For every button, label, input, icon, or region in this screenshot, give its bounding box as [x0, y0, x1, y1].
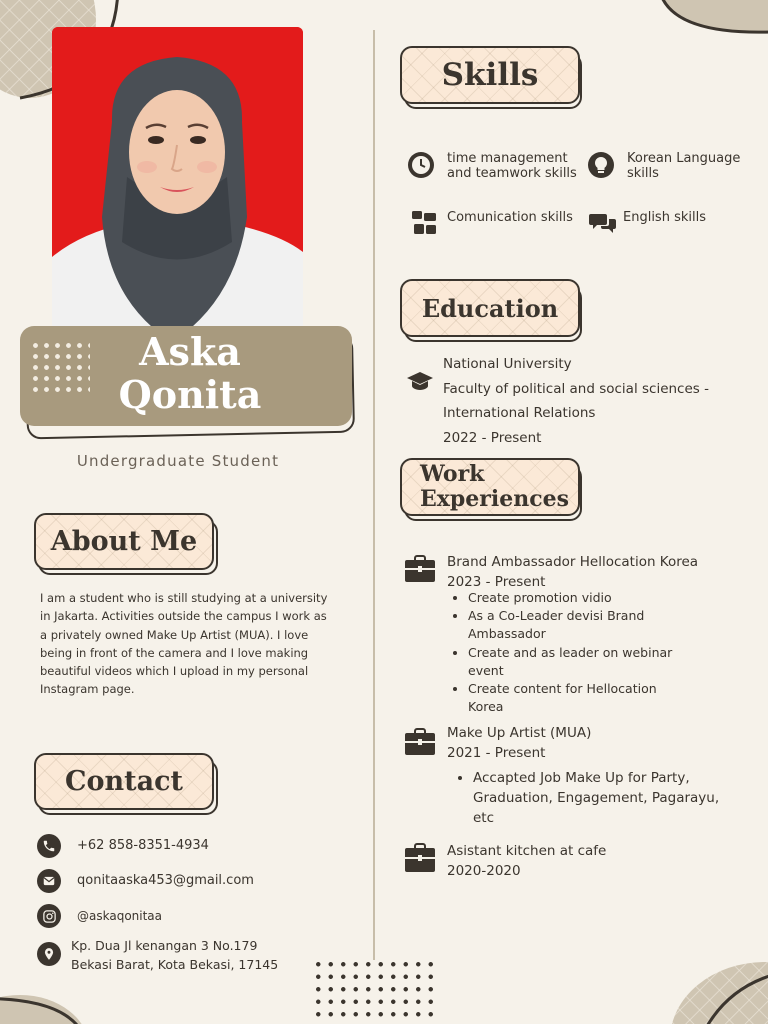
- skill-time-management: [447, 151, 577, 181]
- job-period: 2023 - Present: [447, 574, 546, 590]
- dots-decoration: [312, 958, 437, 1024]
- about-text: I am a student who is still studying at a university in Jakarta. Activities outside the campus I work as a privately owned Make Up Artist (MUA). I love being in front of the camera and I love making beautiful videos which I upload in my personal Instagram page.: [40, 591, 328, 697]
- phone-number: +62 858-8351-4934: [77, 838, 209, 853]
- phone-icon: [37, 834, 61, 858]
- dots-decoration: [30, 340, 90, 395]
- profile-photo: [52, 27, 303, 332]
- skill-line: time management: [447, 151, 568, 166]
- instagram-handle: @askaqonitaa: [77, 909, 163, 923]
- location-icon: [37, 942, 61, 966]
- briefcase-icon: [404, 843, 436, 873]
- job-header: [447, 841, 606, 881]
- instagram-icon: [37, 904, 61, 928]
- contact-heading: Contact: [34, 753, 214, 810]
- skill-english: English skills: [623, 210, 706, 225]
- job-bullet: • Create promotion vidio: [468, 589, 693, 607]
- corner-decoration: [0, 990, 90, 1024]
- corner-decoration: [670, 960, 768, 1024]
- chat-bubbles-icon: [589, 211, 617, 235]
- major-name: International Relations: [443, 405, 596, 421]
- about-heading: About Me: [34, 513, 214, 570]
- job-title: Make Up Artist (MUA): [447, 725, 592, 741]
- last-name: Qonita: [118, 372, 262, 417]
- skill-line: and teamwork skills: [447, 166, 577, 181]
- skill-korean-language: [627, 151, 740, 181]
- address: [71, 936, 278, 974]
- work-heading: [400, 458, 580, 516]
- education-period: 2022 - Present: [443, 429, 542, 446]
- job-bullet: • As a Co-Leader devisi Brand Ambassador: [468, 607, 693, 643]
- skill-line: skills: [627, 166, 659, 181]
- first-name: Aska: [139, 329, 241, 374]
- job-title: Undergraduate Student: [76, 452, 280, 470]
- skills-heading: Skills: [400, 46, 580, 104]
- job-bullet: • Create content for Hellocation Korea: [468, 680, 693, 716]
- job-bullets: [448, 589, 693, 716]
- address-line: Bekasi Barat, Kota Bekasi, 17145: [71, 957, 279, 972]
- email-icon: [37, 869, 61, 893]
- job-title: Brand Ambassador Hellocation Korea: [447, 554, 699, 570]
- email-address: qonitaaska453@gmail.com: [77, 873, 254, 888]
- briefcase-icon: [404, 728, 436, 756]
- job-period: 2020-2020: [447, 863, 521, 879]
- clock-team-icon: [406, 150, 436, 180]
- communication-icon: [410, 209, 438, 237]
- job-header: [447, 723, 591, 763]
- column-divider: [373, 30, 375, 960]
- lightbulb-icon: [586, 150, 616, 180]
- job-header: [447, 552, 698, 592]
- skill-line: Korean Language: [627, 151, 741, 166]
- address-line: Kp. Dua Jl kenangan 3 No.179: [71, 938, 258, 953]
- work-heading-line: Work: [420, 461, 485, 487]
- briefcase-icon: [404, 555, 436, 583]
- job-title: Asistant kitchen at cafe: [447, 843, 607, 859]
- graduation-cap-icon: [406, 371, 434, 391]
- education-heading: Education: [400, 279, 580, 337]
- job-bullet: • Create and as leader on webinar event: [468, 644, 693, 680]
- job-period: 2021 - Present: [447, 745, 546, 761]
- skill-communication: Comunication skills: [447, 210, 573, 225]
- work-heading-line: Experiences: [420, 486, 569, 512]
- person-name: [100, 330, 280, 416]
- job-bullets: [453, 768, 723, 828]
- faculty-name: Faculty of political and social sciences -: [443, 380, 709, 397]
- education-details: [443, 352, 709, 450]
- school-name: National University: [443, 356, 572, 372]
- corner-decoration: [650, 0, 768, 35]
- job-bullet: • Accapted Job Make Up for Party, Graduation, Engagement, Pagarayu, etc: [473, 768, 723, 828]
